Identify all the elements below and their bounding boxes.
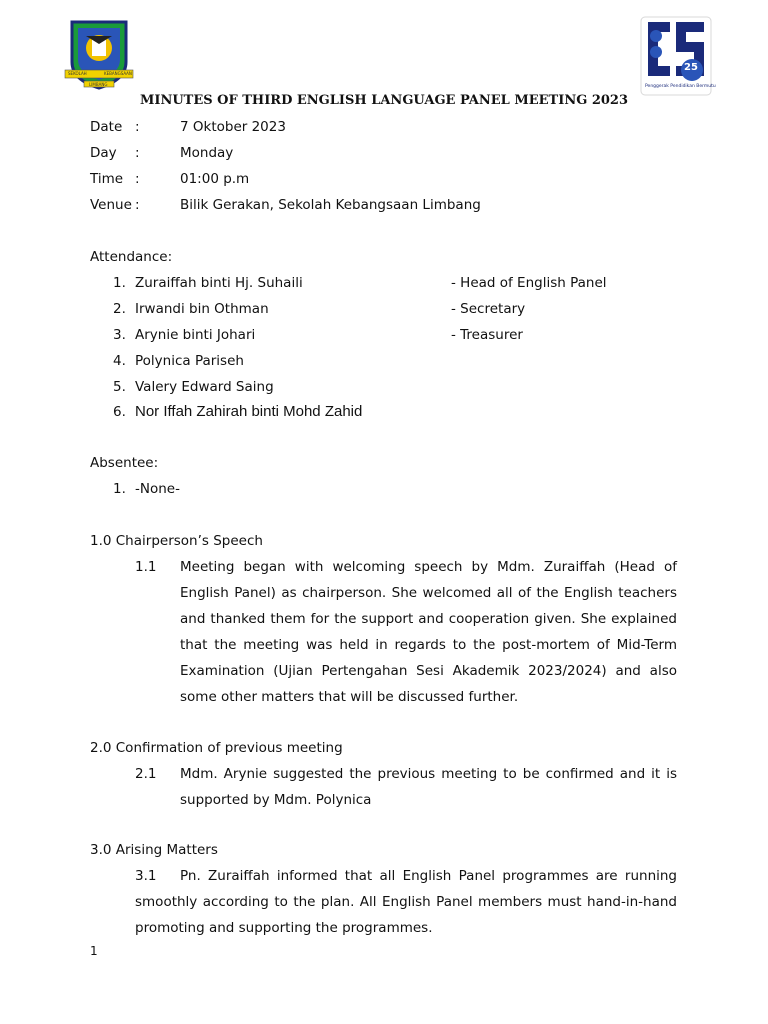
detail-value-date: 7 Oktober 2023 xyxy=(180,119,286,135)
attendee-number: 6. xyxy=(113,404,126,420)
absentee-number: 1. xyxy=(113,481,126,497)
detail-label-time: Time xyxy=(90,171,124,187)
item-number: 3.1 xyxy=(135,868,157,884)
attendee-role: - Treasurer xyxy=(451,327,523,343)
detail-label-day: Day xyxy=(90,145,117,161)
absentee-heading: Absentee: xyxy=(90,455,159,471)
document-title: MINUTES OF THIRD ENGLISH LANGUAGE PANEL MEETING 2023 xyxy=(139,93,629,108)
attendee-name: Irwandi bin Othman xyxy=(135,301,269,317)
attendee-name: Zuraiffah binti Hj. Suhaili xyxy=(135,275,303,291)
crest-banner-right: KEBANGSAAN xyxy=(104,71,132,76)
detail-value-time: 01:00 p.m xyxy=(180,171,250,187)
attendee-number: 5. xyxy=(113,379,126,395)
crest-banner-left: SEKOLAH xyxy=(68,71,87,76)
crest-banner-bottom: LIMBANG xyxy=(89,82,108,87)
attendee-number: 3. xyxy=(113,327,126,343)
detail-value-day: Monday xyxy=(180,145,234,161)
attendee-number: 2. xyxy=(113,301,126,317)
detail-sep: : xyxy=(135,145,140,161)
detail-value-venue: Bilik Gerakan, Sekolah Kebangsaan Limbang xyxy=(180,197,481,213)
anniversary-logo xyxy=(640,16,716,96)
item-number: 1.1 xyxy=(135,559,157,575)
section-heading: 1.0 Chairperson’s Speech xyxy=(90,533,263,549)
detail-sep: : xyxy=(135,119,140,135)
detail-sep: : xyxy=(135,171,140,187)
detail-sep: : xyxy=(135,197,140,213)
item-paragraph: Mdm. Arynie suggested the previous meeting to be confirmed and it is supported by Mdm. Polynica xyxy=(180,766,677,808)
attendee-name: Arynie binti Johari xyxy=(135,327,256,343)
item-number: 2.1 xyxy=(135,766,157,782)
anniversary-number: 25 xyxy=(684,62,698,73)
school-crest-logo xyxy=(64,18,134,92)
detail-label-venue: Venue xyxy=(90,197,132,213)
section-heading: 3.0 Arising Matters xyxy=(90,842,218,858)
anniversary-tagline: Penggerak Pendidikan Bermutu xyxy=(645,84,716,89)
attendee-number: 1. xyxy=(113,275,126,291)
page-number: 1 xyxy=(90,944,98,958)
attendee-name: Valery Edward Saing xyxy=(135,379,274,395)
attendee-name: Nor Iffah Zahirah binti Mohd Zahid xyxy=(135,403,363,420)
item-paragraph: Meeting began with welcoming speech by Mdm. Zuraiffah (Head of English Panel) as chairperson. She welcomed all of the English teachers and thanked them for the support and cooperation given. She explained that the meeting was held in regards to the post-mortem of Mid-Term Examination (Ujian Pertengahan Sesi Akademik 2023/2024) and also some other matters that will be discussed further. xyxy=(180,559,677,705)
section-heading: 2.0 Confirmation of previous meeting xyxy=(90,740,343,756)
attendee-role: - Head of English Panel xyxy=(451,275,607,291)
detail-label-date: Date xyxy=(90,119,123,135)
attendance-heading: Attendance: xyxy=(90,249,173,265)
item-paragraph: Pn. Zuraiffah informed that all English Panel programmes are running smoothly according to the plan. All English Panel members must hand-in-hand promoting and supporting the programmes. xyxy=(135,868,677,936)
attendee-name: Polynica Pariseh xyxy=(135,353,244,369)
absentee-name: -None- xyxy=(135,481,180,497)
attendee-role: - Secretary xyxy=(451,301,526,317)
attendee-number: 4. xyxy=(113,353,126,369)
